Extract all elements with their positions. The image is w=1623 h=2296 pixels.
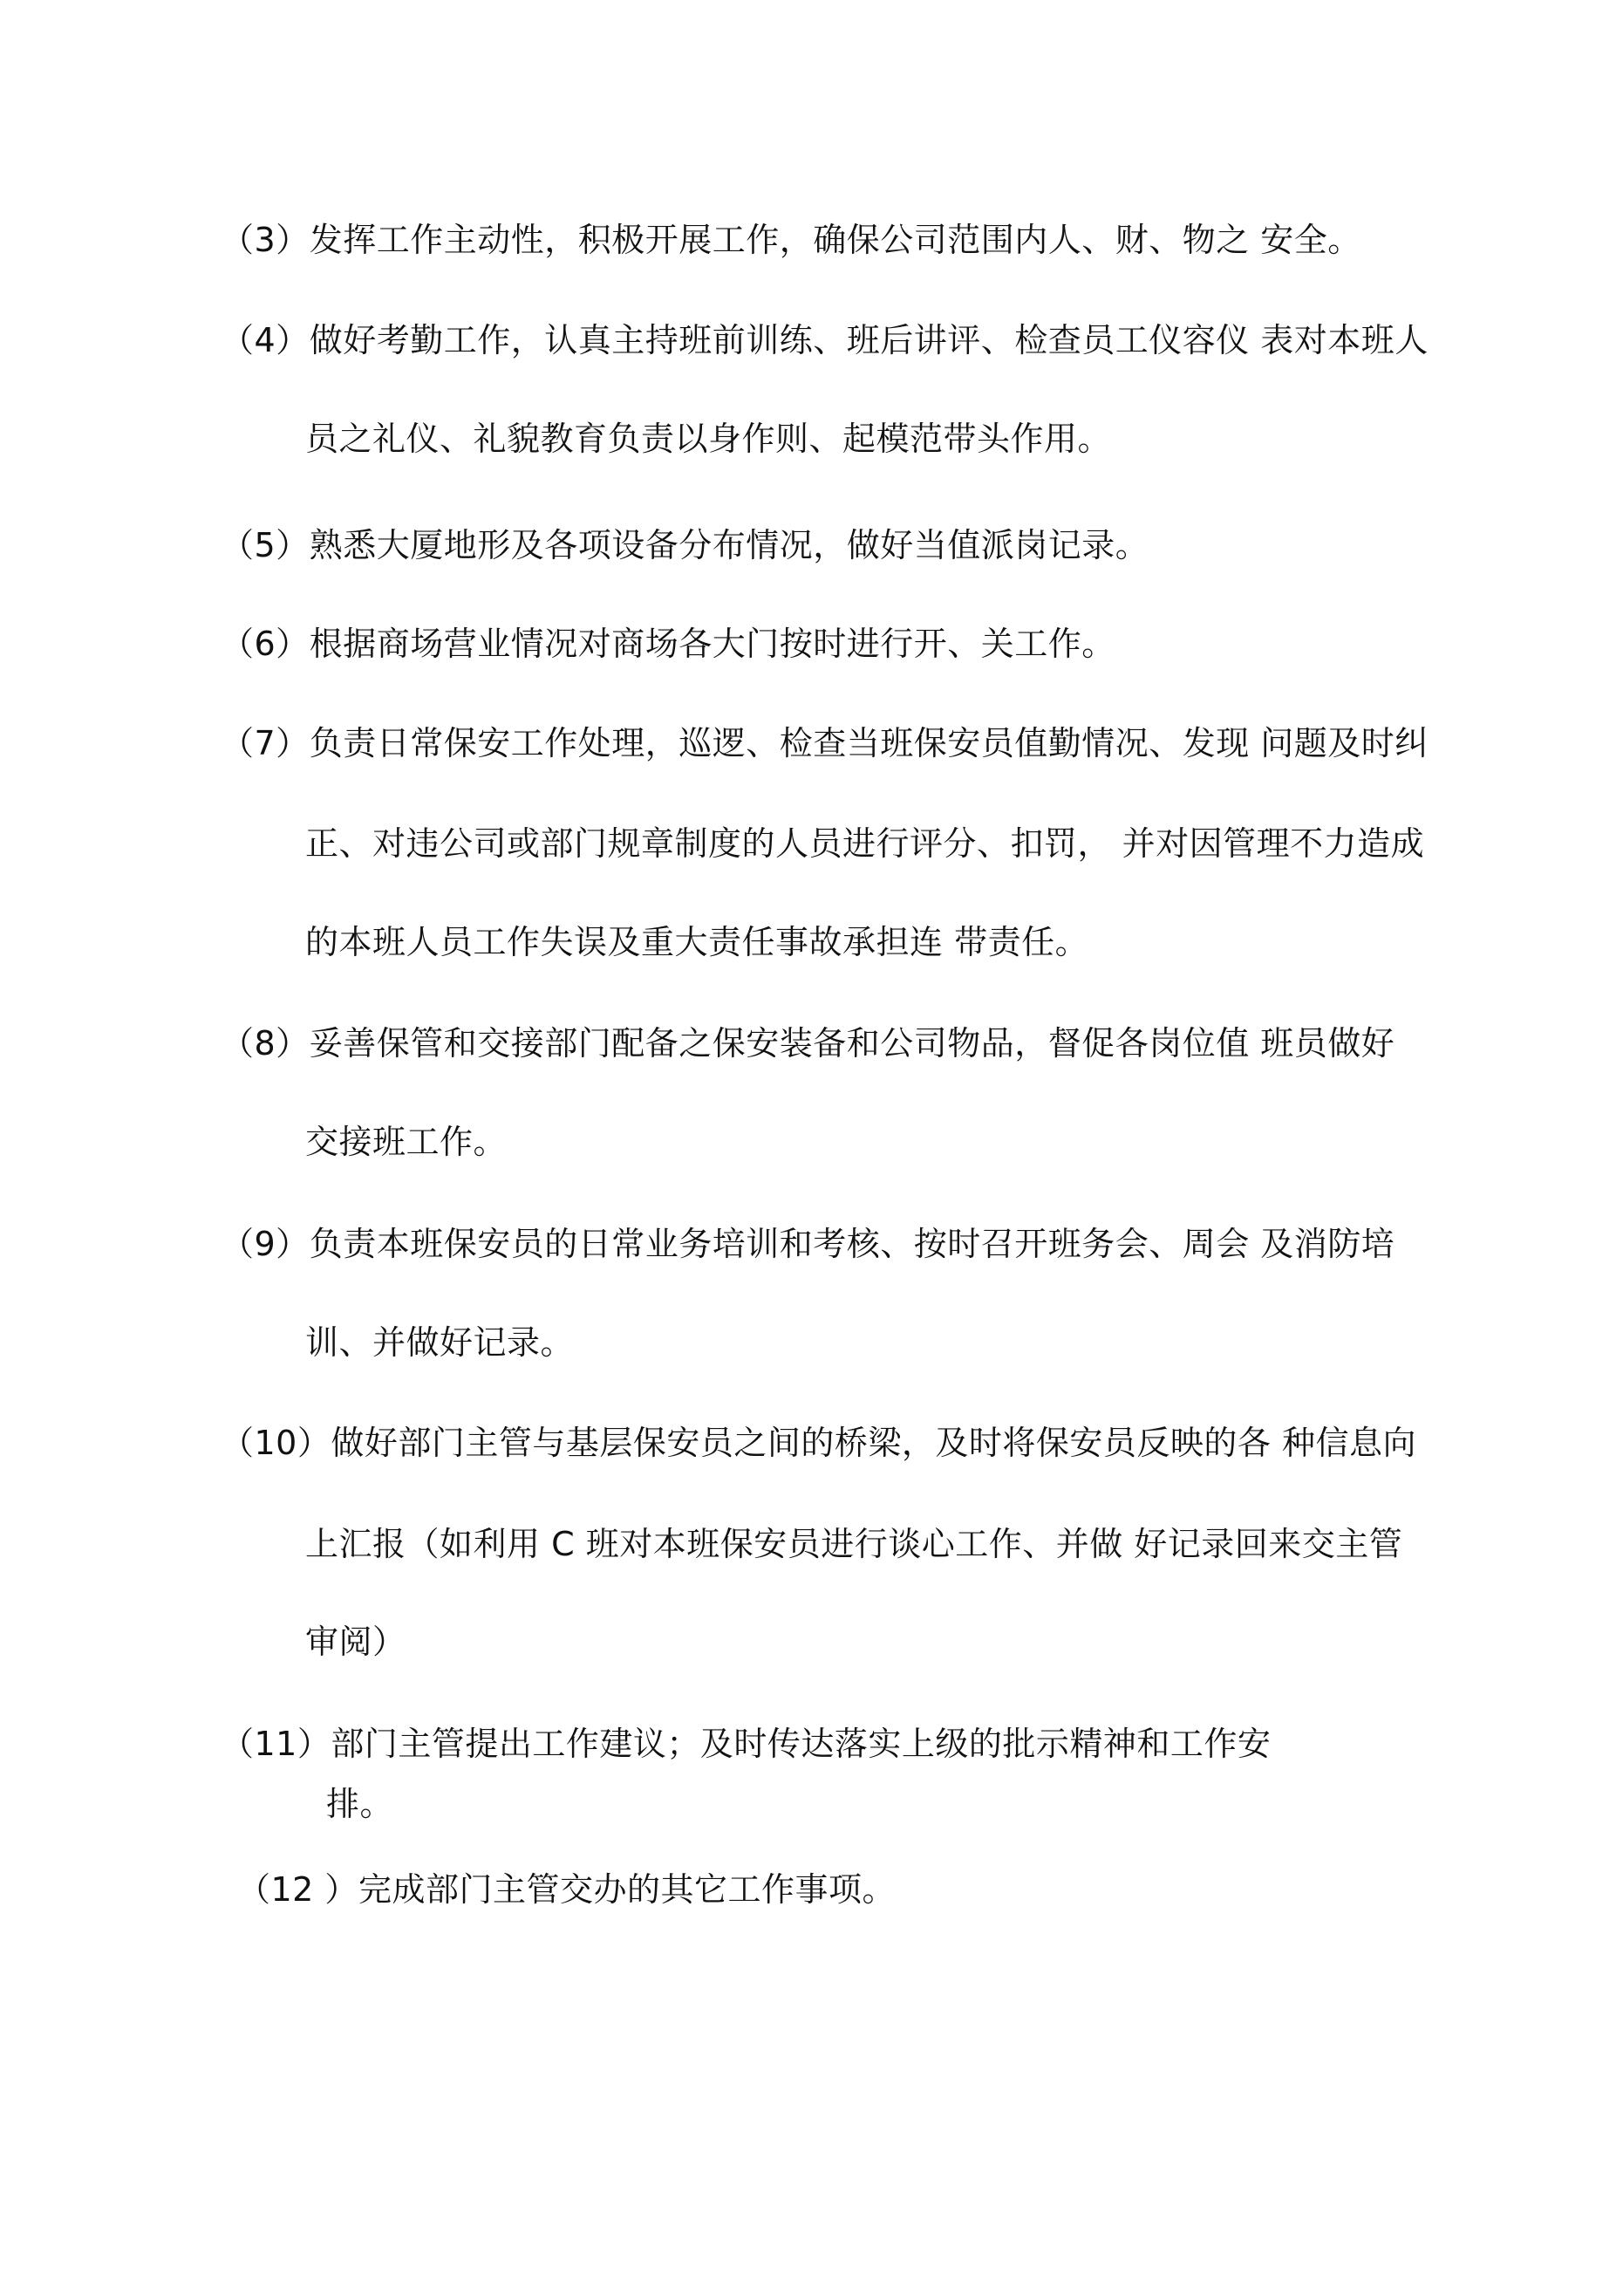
list-item-7-continuation [305, 824, 1424, 863]
item-text: 发挥工作主动性，积极开展工作，确保公司范围内人、财、物之 安全。 [309, 221, 1361, 259]
item-text: 交接班工作。 [305, 1123, 508, 1161]
item-text: 正、对违公司或部门规章制度的人员进行评分、扣罚， 并对因管理不力造成 [305, 824, 1425, 863]
list-item-5 [221, 526, 1149, 564]
item-text: 员之礼仪、礼貌教育负责以身作则、起模范带头作用。 [305, 420, 1112, 458]
item-text: 妥善保管和交接部门配备之保安装备和公司物品，督促各岗位值 班员做好 [309, 1024, 1395, 1063]
item-text: 熟悉大厦地形及各项设备分布情况，做好当值派岗记录。 [309, 526, 1149, 564]
item-text: 负责本班保安员的日常业务培训和考核、按时召开班务会、周会 及消防培 [309, 1225, 1395, 1263]
item-number: （7） [221, 724, 310, 762]
list-item-9 [221, 1225, 1395, 1263]
list-item-4-continuation [305, 420, 1111, 458]
list-item-8-continuation [305, 1123, 507, 1161]
item-number: （12 ） [237, 1870, 358, 1909]
item-text: 训、并做好记录。 [305, 1323, 575, 1362]
item-number: （11） [221, 1725, 331, 1763]
item-number: （3） [221, 221, 310, 259]
list-item-10 [221, 1424, 1416, 1462]
item-text: 做好部门主管与基层保安员之间的桥梁，及时将保安员反映的各 种信息向 [331, 1424, 1416, 1462]
item-text: 的本班人员工作失误及重大责任事故承担连 带责任。 [305, 923, 1089, 961]
list-item-3 [221, 221, 1361, 259]
list-item-4 [221, 321, 1429, 359]
list-item-11-continuation [326, 1785, 393, 1823]
item-text: 做好考勤工作，认真主持班前训练、班后讲评、检查员工仪容仪 表对本班人 [309, 321, 1429, 359]
item-text: 上汇报（如利用 C 班对本班保安员进行谈心工作、并做 好记录回来交主管 [305, 1525, 1403, 1563]
item-number: （4） [221, 321, 310, 359]
list-item-11 [221, 1725, 1271, 1763]
item-text: 审阅） [305, 1623, 406, 1661]
item-text: 排。 [326, 1785, 394, 1823]
item-number: （9） [221, 1225, 310, 1263]
item-text: 完成部门主管交办的其它工作事项。 [358, 1870, 896, 1909]
item-number: （8） [221, 1024, 310, 1063]
list-item-7 [221, 724, 1429, 762]
list-item-8 [221, 1024, 1395, 1063]
item-text: 部门主管提出工作建议；及时传达落实上级的批示精神和工作安 [331, 1725, 1272, 1763]
list-item-10-continuation [305, 1525, 1402, 1563]
list-item-7-continuation [305, 923, 1088, 961]
item-number: （5） [221, 526, 310, 564]
list-item-9-continuation [305, 1323, 574, 1362]
item-number: （10） [221, 1424, 331, 1462]
item-text: 负责日常保安工作处理，巡逻、检查当班保安员值勤情况、发现 问题及时纠 [309, 724, 1429, 762]
item-text: 根据商场营业情况对商场各大门按时进行开、关工作。 [309, 625, 1115, 663]
list-item-6 [221, 625, 1115, 663]
item-number: （6） [221, 625, 310, 663]
list-item-10-continuation [305, 1623, 406, 1661]
list-item-12 [237, 1870, 896, 1909]
